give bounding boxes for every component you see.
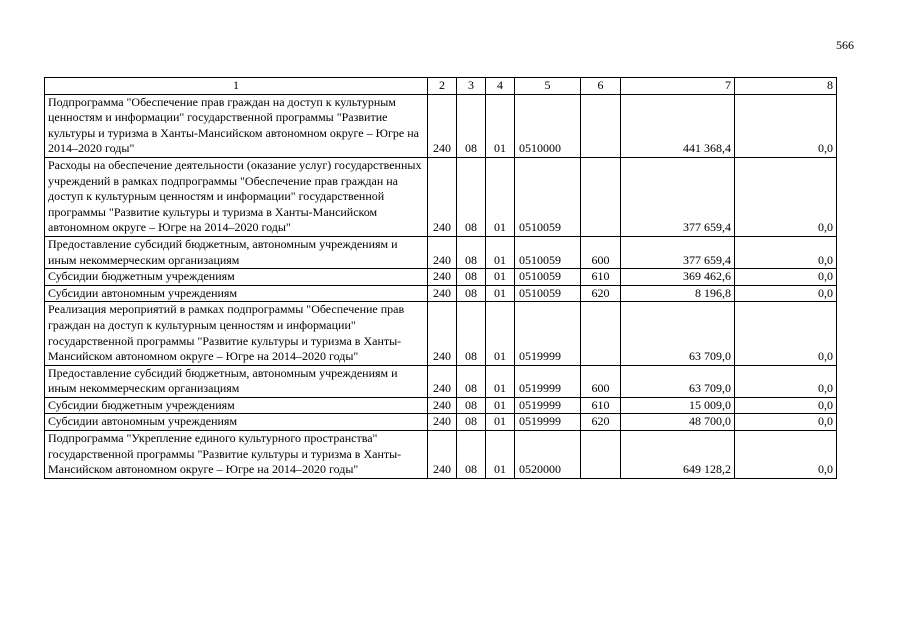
table-row [45, 285, 837, 302]
header-cell: 5 [515, 78, 581, 95]
col-8-cell: 0,0 [735, 157, 837, 236]
row-description: Субсидии автономным учреждениям [45, 285, 428, 302]
col-8-cell: 0,0 [735, 431, 837, 479]
header-cell: 1 [45, 78, 428, 95]
col-3-cell: 08 [457, 236, 486, 268]
col-8-cell: 0,0 [735, 285, 837, 302]
col-4-cell: 01 [486, 285, 515, 302]
col-8-cell: 0,0 [735, 236, 837, 268]
col-5-cell: 0510000 [515, 94, 581, 157]
col-5-cell: 0510059 [515, 157, 581, 236]
col-4-cell: 01 [486, 431, 515, 479]
col-5-cell: 0510059 [515, 269, 581, 286]
col-7-cell: 377 659,4 [621, 236, 735, 268]
table-row [45, 397, 837, 414]
col-3-cell: 08 [457, 397, 486, 414]
col-7-cell: 15 009,0 [621, 397, 735, 414]
col-7-cell: 369 462,6 [621, 269, 735, 286]
col-6-cell: 610 [581, 397, 621, 414]
col-5-cell: 0519999 [515, 414, 581, 431]
col-4-cell: 01 [486, 269, 515, 286]
col-7-cell: 8 196,8 [621, 285, 735, 302]
row-description: Предоставление субсидий бюджетным, автономным учреждениям и иным некоммерческим организациям [45, 236, 428, 268]
header-cell: 7 [621, 78, 735, 95]
page-number: 566 [836, 38, 854, 52]
col-2-cell: 240 [428, 236, 457, 268]
col-8-cell: 0,0 [735, 302, 837, 365]
col-8-cell: 0,0 [735, 397, 837, 414]
row-description: Подпрограмма "Укрепление единого культурного пространства" государственной программы "Развитие культуры и туризма в Ханты-Мансийском автономном округе – Югре на 2014–2020 годы" [45, 431, 428, 479]
col-2-cell: 240 [428, 285, 457, 302]
col-2-cell: 240 [428, 269, 457, 286]
col-8-cell: 0,0 [735, 414, 837, 431]
col-8-cell: 0,0 [735, 365, 837, 397]
col-2-cell: 240 [428, 157, 457, 236]
col-3-cell: 08 [457, 414, 486, 431]
col-3-cell: 08 [457, 94, 486, 157]
budget-table [44, 77, 837, 479]
col-2-cell: 240 [428, 302, 457, 365]
row-description: Субсидии бюджетным учреждениям [45, 269, 428, 286]
header-cell: 4 [486, 78, 515, 95]
col-7-cell: 63 709,0 [621, 365, 735, 397]
col-5-cell: 0519999 [515, 397, 581, 414]
row-description: Субсидии бюджетным учреждениям [45, 397, 428, 414]
table-row [45, 431, 837, 479]
col-6-cell [581, 94, 621, 157]
col-4-cell: 01 [486, 365, 515, 397]
col-7-cell: 63 709,0 [621, 302, 735, 365]
row-description: Подпрограмма "Обеспечение прав граждан на доступ к культурным ценностям и информации" государственной программы "Развитие культуры и туризма в Ханты-Мансийском автономном округе – Югре на 2014–2020 годы" [45, 94, 428, 157]
header-cell: 8 [735, 78, 837, 95]
col-7-cell: 441 368,4 [621, 94, 735, 157]
row-description: Реализация мероприятий в рамках подпрограммы "Обеспечение прав граждан на доступ к культурным ценностям и информации" государственной программы "Развитие культуры и туризма в Ханты-Мансийском автономном округе – Югре на 2014–2020 годы" [45, 302, 428, 365]
col-3-cell: 08 [457, 157, 486, 236]
col-2-cell: 240 [428, 397, 457, 414]
col-3-cell: 08 [457, 302, 486, 365]
table-row [45, 365, 837, 397]
header-cell: 6 [581, 78, 621, 95]
col-6-cell: 600 [581, 365, 621, 397]
col-5-cell: 0519999 [515, 302, 581, 365]
col-3-cell: 08 [457, 285, 486, 302]
col-5-cell: 0510059 [515, 236, 581, 268]
table-row [45, 94, 837, 157]
col-4-cell: 01 [486, 94, 515, 157]
col-3-cell: 08 [457, 365, 486, 397]
col-8-cell: 0,0 [735, 94, 837, 157]
col-7-cell: 48 700,0 [621, 414, 735, 431]
col-7-cell: 377 659,4 [621, 157, 735, 236]
row-description: Предоставление субсидий бюджетным, автономным учреждениям и иным некоммерческим организациям [45, 365, 428, 397]
table-row [45, 157, 837, 236]
col-2-cell: 240 [428, 94, 457, 157]
col-5-cell: 0520000 [515, 431, 581, 479]
col-5-cell: 0510059 [515, 285, 581, 302]
col-8-cell: 0,0 [735, 269, 837, 286]
col-2-cell: 240 [428, 365, 457, 397]
col-5-cell: 0519999 [515, 365, 581, 397]
row-description: Субсидии автономным учреждениям [45, 414, 428, 431]
table-row [45, 414, 837, 431]
col-6-cell: 620 [581, 414, 621, 431]
col-6-cell [581, 302, 621, 365]
col-4-cell: 01 [486, 302, 515, 365]
col-3-cell: 08 [457, 269, 486, 286]
header-row [45, 78, 837, 95]
col-6-cell [581, 431, 621, 479]
table-row [45, 236, 837, 268]
col-6-cell: 600 [581, 236, 621, 268]
row-description: Расходы на обеспечение деятельности (оказание услуг) государственных учреждений в рамках подпрограммы "Обеспечение прав граждан на доступ к культурным ценностям и информации" государственной программы "Развитие культуры и туризма в Ханты-Мансийском автономном округе – Югре на 2014–2020 годы" [45, 157, 428, 236]
col-6-cell [581, 157, 621, 236]
col-3-cell: 08 [457, 431, 486, 479]
col-4-cell: 01 [486, 157, 515, 236]
col-4-cell: 01 [486, 397, 515, 414]
table-row [45, 302, 837, 365]
col-6-cell: 620 [581, 285, 621, 302]
header-cell: 2 [428, 78, 457, 95]
col-6-cell: 610 [581, 269, 621, 286]
col-7-cell: 649 128,2 [621, 431, 735, 479]
col-4-cell: 01 [486, 414, 515, 431]
col-2-cell: 240 [428, 431, 457, 479]
table-row [45, 269, 837, 286]
header-cell: 3 [457, 78, 486, 95]
col-2-cell: 240 [428, 414, 457, 431]
col-4-cell: 01 [486, 236, 515, 268]
